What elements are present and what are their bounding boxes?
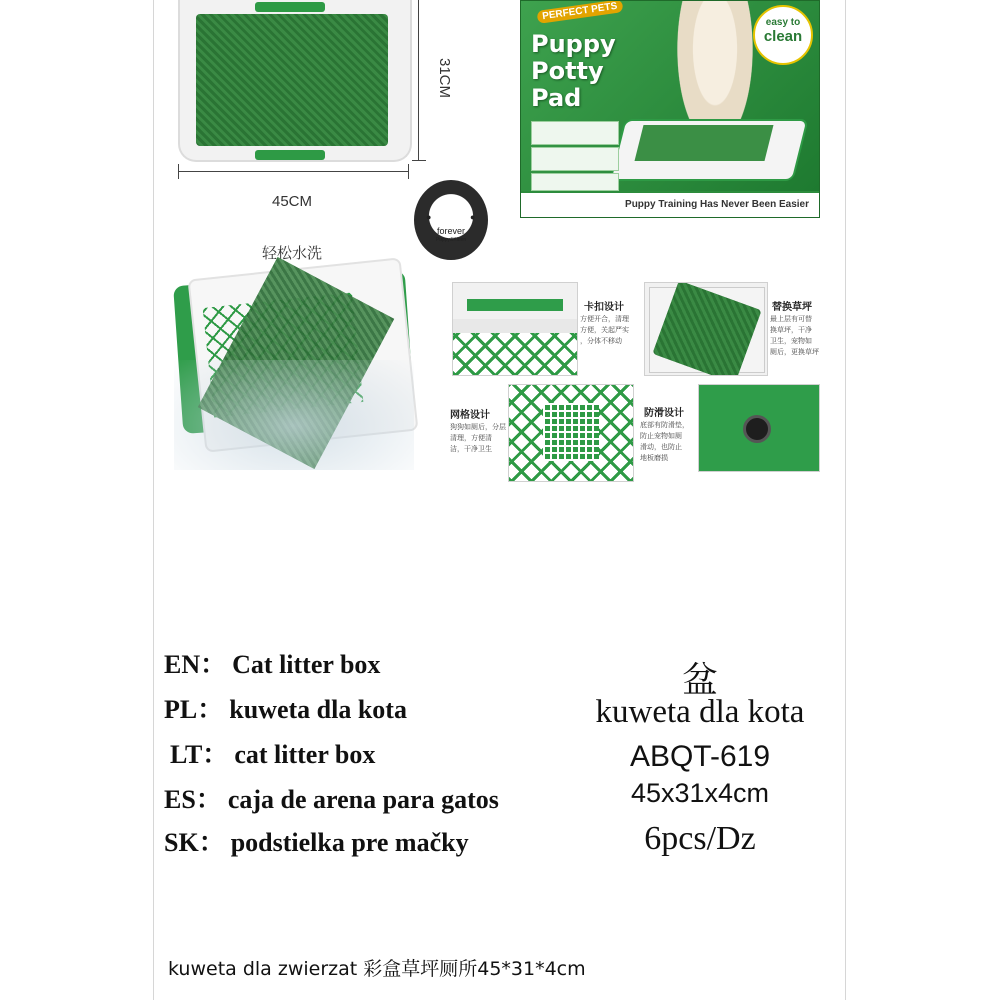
feature-grid-desc-line: 洁，干净卫生 xyxy=(450,446,492,453)
feature-antislip-image xyxy=(698,384,820,472)
feature-antislip-title: 防滑设计 xyxy=(644,408,684,419)
feature-clip-desc-line: 方便开合，清理 xyxy=(580,316,629,323)
feature-grid-desc xyxy=(450,422,506,455)
height-dimension-line xyxy=(418,0,419,160)
width-dimension-tick-right xyxy=(408,164,409,179)
product-polish-name: kuweta dla kota xyxy=(595,694,805,730)
lang-row-pl xyxy=(164,689,407,726)
lang-separator: ： xyxy=(202,740,229,769)
lang-separator: ： xyxy=(198,828,225,857)
logo-name: forever xyxy=(436,226,465,236)
listing-caption: kuweta dla zwierzat 彩盒草坪厕所45*31*4cm xyxy=(168,958,586,980)
product-box-image xyxy=(520,0,820,218)
box-tray-grass xyxy=(635,125,774,161)
grass-pad xyxy=(196,14,388,146)
box-title-line1: Puppy xyxy=(531,30,616,58)
lang-code: LT xyxy=(170,740,203,769)
feature-clip-desc-line: ，分体不移动 xyxy=(580,338,622,345)
lang-text: caja de arena para gatos xyxy=(227,785,499,814)
lang-code: SK xyxy=(164,828,199,857)
lang-text: kuweta dla kota xyxy=(229,695,407,724)
wash-caption: 轻松水洗 xyxy=(262,245,323,262)
center-grid xyxy=(543,403,599,461)
feature-grass-desc xyxy=(770,314,819,358)
feature-grass-desc-line: 卫生，宠物如 xyxy=(770,338,812,345)
box-title xyxy=(531,31,616,112)
feature-clip-desc xyxy=(580,314,629,347)
height-dimension-tick-bottom xyxy=(412,160,426,161)
left-border xyxy=(153,0,154,1000)
clip-frame xyxy=(453,319,577,333)
feature-grid-image xyxy=(508,384,634,482)
width-dimension-tick-left xyxy=(178,164,179,179)
feature-grass-title: 替换草坪 xyxy=(772,302,812,313)
feature-grid-title: 网格设计 xyxy=(450,410,490,421)
product-size: 45x31x4cm xyxy=(630,778,770,808)
feature-grid-desc-line: 狗狗如厕后，分层 xyxy=(450,424,506,431)
lang-row-lt xyxy=(170,734,375,771)
box-step-3 xyxy=(531,173,619,191)
feature-antislip-desc xyxy=(640,420,689,464)
lang-code: PL xyxy=(164,695,198,724)
clip-lattice xyxy=(453,333,577,375)
brand-logo xyxy=(414,180,488,260)
feature-antislip-desc-line: 底部有防滑垫， xyxy=(640,422,689,429)
box-title-line2: Potty xyxy=(531,57,604,85)
lang-text: podstielka pre mačky xyxy=(230,828,469,857)
box-step-2 xyxy=(531,147,619,171)
feature-grass-image xyxy=(644,282,768,376)
easy-badge-line1: easy to xyxy=(765,17,801,28)
feature-grass-desc-line: 换草坪，干净 xyxy=(770,327,812,334)
lang-text: Cat litter box xyxy=(232,650,381,679)
product-code: ABQT-619 xyxy=(629,740,771,773)
easy-badge-line2: clean xyxy=(763,28,803,45)
feature-antislip-desc-line: 防止宠物如厕 xyxy=(640,433,682,440)
logo-subtitle: Puppy&Kitten xyxy=(435,237,467,243)
lang-text: cat litter box xyxy=(234,740,376,769)
easy-clean-badge xyxy=(753,5,813,65)
tray-clip-top xyxy=(255,2,325,12)
product-pack-quantity: 6pcs/Dz xyxy=(644,820,756,857)
feature-grass-desc-line: 厕后，更换草坪 xyxy=(770,349,819,356)
right-border xyxy=(845,0,846,1000)
feature-clip-title: 卡扣设计 xyxy=(584,302,624,313)
product-chinese-name: 盆 xyxy=(681,660,718,701)
lang-separator: ： xyxy=(195,785,222,814)
height-label: 31CM xyxy=(436,58,453,99)
lang-code: ES xyxy=(164,785,196,814)
width-label: 45CM xyxy=(272,193,313,210)
lang-row-es xyxy=(164,779,499,816)
clip-bar xyxy=(467,299,563,311)
paw-icon-left: ● xyxy=(426,212,432,222)
water-splash xyxy=(174,360,414,470)
feature-antislip-desc-line: 滑动，也防止 xyxy=(640,444,682,451)
brand-badge: PERFECT PETS xyxy=(537,0,624,24)
lang-row-en xyxy=(164,644,380,681)
box-step-1 xyxy=(531,121,619,145)
feature-antislip-desc-line: 地板磨损 xyxy=(640,455,668,462)
lang-separator: ： xyxy=(200,650,227,679)
feature-clip-desc-line: 方便，关起严实 xyxy=(580,327,629,334)
feature-grass-desc-line: 最上层有可替 xyxy=(770,316,812,323)
antislip-pad xyxy=(743,415,771,443)
box-tagline: Puppy Training Has Never Been Easier xyxy=(521,193,819,217)
feature-clip-image xyxy=(452,282,578,376)
box-title-line3: Pad xyxy=(531,84,582,112)
lang-separator: ： xyxy=(197,695,224,724)
paw-icon-right: ● xyxy=(470,212,476,222)
tray-clip-bottom xyxy=(255,150,325,160)
feature-grid-desc-line: 清理，方便清 xyxy=(450,435,492,442)
width-dimension-line xyxy=(178,171,408,172)
lang-code: EN xyxy=(164,650,201,679)
lang-row-sk xyxy=(164,822,469,859)
